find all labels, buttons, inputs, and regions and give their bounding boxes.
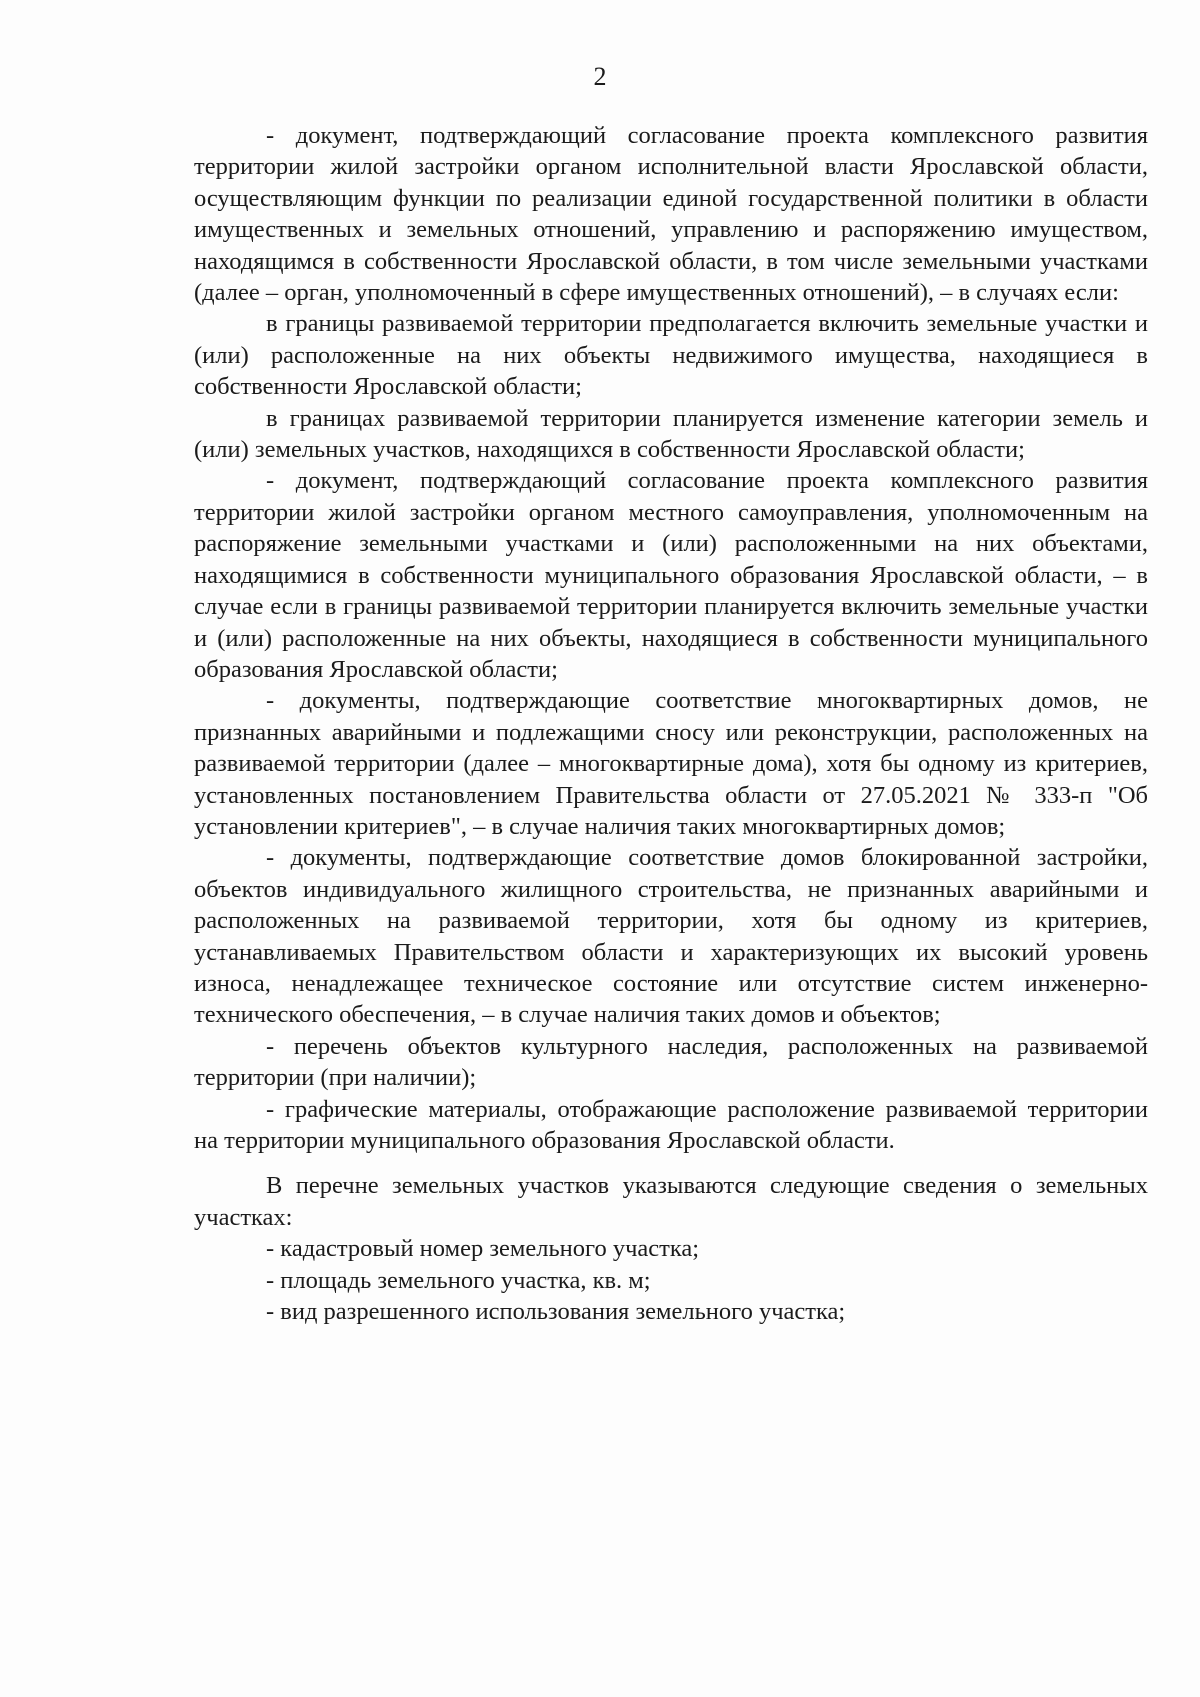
paragraph-land-list-intro: В перечне земельных участков указываются следующие сведения о земельных участках: bbox=[194, 1172, 1148, 1231]
page-number: 2 bbox=[593, 62, 607, 91]
list-item-land-area: - площадь земельного участка, кв. м; bbox=[266, 1266, 651, 1294]
paragraph-cultural-heritage-list: - перечень объектов культурного наследия, расположенных на развиваемой территории (при наличии); bbox=[194, 1032, 1148, 1092]
paragraph-blocked-houses-criteria: - документы, подтверждающие соответствие домов блокированной застройки, объектов индивидуального жилищного строительства, не признанных аварийными и расположенных на развиваемой территории, хотя бы одному из критериев, устанавливаемых Правительством области и характеризующих их высокий уровень износа, ненадлежащее техническое состояние или отсутствие систем инженерно-технического обеспечения, – в случае наличия таких домов и объектов; bbox=[194, 844, 1148, 1029]
paragraph-regional-land-inclusion: в границы развиваемой территории предполагается включить земельные участки и (или) расположенные на них объекты недвижимого имущества, находящиеся в собственности Ярославской области; bbox=[194, 310, 1148, 401]
paragraph-agreement-local-authority: - документ, подтверждающий согласование проекта комплексного развития территории жилой застройки органом местного самоуправления, уполномоченным на распоряжение земельными участками и (или) расположенными на них объектами, находящимися в собственности муниципального образования Ярославской области, – в случае если в границы развиваемой территории планируется включить земельные участки и (или) расположенные на них объекты, находящиеся в собственности муниципального образования Ярославской области; bbox=[194, 467, 1148, 683]
paragraph-apartment-buildings-criteria: - документы, подтверждающие соответствие многоквартирных домов, не признанных аварийными и подлежащими сносу или реконструкции, расположенных на развиваемой территории (далее – многоквартирные дома), хотя бы одному из критериев, установленных постановлением Правительства области от 27.05.2021 № 333-п "Об установлении критериев", – в случае наличия таких многоквартирных домов; bbox=[194, 687, 1148, 840]
document-body bbox=[194, 120, 1148, 1327]
list-item-cadastral-number: - кадастровый номер земельного участка; bbox=[266, 1235, 700, 1263]
paragraph-graphic-materials: - графические материалы, отображающие расположение развиваемой территории на территории муниципального образования Ярославской области. bbox=[194, 1095, 1148, 1154]
paragraph-agreement-regional-authority: - документ, подтверждающий согласование проекта комплексного развития территории жилой застройки органом исполнительной власти Ярославской области, осуществляющим функции по реализации единой государственной политики в области имущественных и земельных отношений, управлению и распоряжению имуществом, находящимся в собственности Ярославской области, в том числе земельными участками (далее – орган, уполномоченный в сфере имущественных отношений), – в случаях если: bbox=[194, 122, 1148, 307]
paragraph-land-category-change: в границах развиваемой территории планируется изменение категории земель и (или) земельных участков, находящихся в собственности Ярославской области; bbox=[194, 404, 1148, 464]
list-item-permitted-use: - вид разрешенного использования земельного участка; bbox=[266, 1298, 846, 1326]
